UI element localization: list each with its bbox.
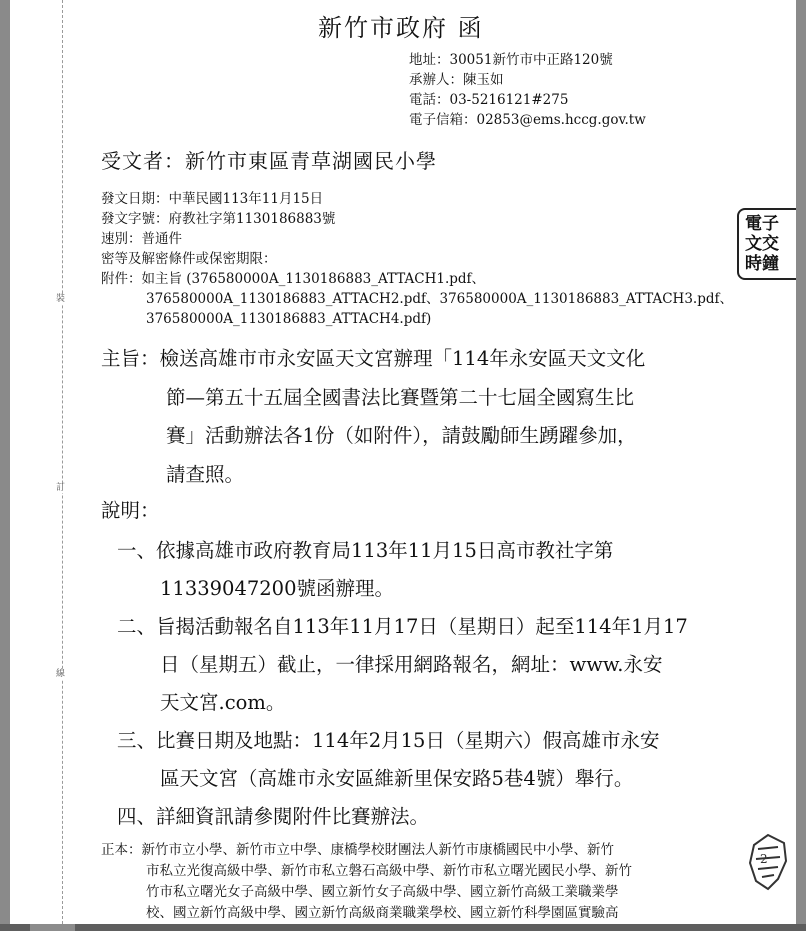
subject-line: 賽」活動辦法各1份（如附件），請鼓勵師生踴躍參加， (166, 424, 637, 447)
scrollbar-thumb[interactable] (30, 924, 75, 931)
issue-date: 發文日期：中華民國113年11月15日 (101, 191, 324, 207)
copies-line: 市私立光復高級中學、新竹市私立磐石高級中學、新竹市私立曙光國民小學、新竹 (146, 863, 632, 879)
document-page (10, 0, 796, 924)
stamp-text: 電子 (745, 214, 779, 234)
binding-line (62, 0, 63, 924)
contact-phone: 電話：03-5216121#275 (409, 92, 569, 108)
stamp-text: 文交 (745, 234, 779, 254)
subject-block (101, 340, 721, 494)
confidentiality: 密等及解密條件或保密期限： (101, 251, 277, 267)
item-line: 11339047200號函辦理。 (160, 577, 394, 600)
subject-line: 節—第五十五屆全國書法比賽暨第二十七屆全國寫生比 (166, 385, 635, 409)
binding-mark-ding: 訂 (56, 483, 66, 493)
recipient: 受文者：新竹市東區青草湖國民小學 (101, 149, 437, 173)
page-number: 2 (760, 852, 768, 866)
attachments-line: 376580000A_1130186883_ATTACH4.pdf) (146, 311, 432, 327)
copies-line: 竹市私立曙光女子高級中學、國立新竹女子高級中學、國立新竹高級工業職業學 (146, 884, 619, 900)
item-line: 二、旨揭活動報名自113年11月17日（星期日）起至114年1月17 (117, 615, 688, 638)
copies-block (101, 840, 721, 924)
contact-handler: 承辦人：陳玉如 (409, 72, 504, 88)
contact-email: 電子信箱：02853@ems.hccg.gov.tw (409, 112, 646, 128)
attachments-line: 附件：如主旨 (376580000A_1130186883_ATTACH1.pdf、 (101, 271, 486, 287)
document-title: 新竹市政府 函 (318, 14, 484, 42)
viewer-left-margin (0, 0, 10, 931)
contact-address: 地址：30051新竹市中正路120號 (409, 52, 613, 68)
stamp-text: 時鐘 (745, 254, 779, 274)
copies-line: 校、國立新竹高級中學、國立新竹高級商業職業學校、國立新竹科學園區實驗高 (146, 905, 619, 921)
copies-line: 正本：新竹市立小學、新竹市立中學、康橋學校財團法人新竹市康橋國民中小學、新竹 (101, 842, 614, 858)
e-document-stamp (737, 208, 796, 280)
subject-line: 主旨：檢送高雄市市永安區天文宮辦理「114年永安區天文文化 (101, 347, 646, 370)
seal-icon (748, 833, 788, 891)
binding-mark-xian: 線 (56, 669, 66, 679)
item-line: 天文宮.com。 (160, 691, 286, 714)
subject-line: 請查照。 (166, 462, 245, 486)
item-line: 日（星期五）截止，一律採用網路報名，網址：www.永安 (160, 653, 663, 676)
attachments-line: 376580000A_1130186883_ATTACH2.pdf、376580000A_1130186883_ATTACH3.pdf、 (146, 291, 733, 307)
item-line: 一、依據高雄市政府教育局113年11月15日高市教社字第 (117, 539, 614, 562)
meta-block (101, 189, 733, 329)
description-heading: 說明： (101, 499, 160, 522)
item-line: 三、比賽日期及地點：114年2月15日（星期六）假高雄市永安 (117, 729, 660, 752)
description-items (117, 532, 727, 836)
binding-mark-zhuang: 裝 (56, 294, 66, 304)
speed: 速別：普通件 (101, 231, 182, 247)
contact-block (409, 50, 646, 130)
item-line: 區天文宮（高雄市永安區維新里保安路5巷4號）舉行。 (160, 767, 634, 790)
horizontal-scrollbar[interactable] (0, 924, 806, 931)
viewer-right-margin (796, 0, 806, 931)
doc-number: 發文字號：府教社字第1130186883號 (101, 211, 336, 227)
item-line: 四、詳細資訊請參閱附件比賽辦法。 (117, 805, 430, 828)
